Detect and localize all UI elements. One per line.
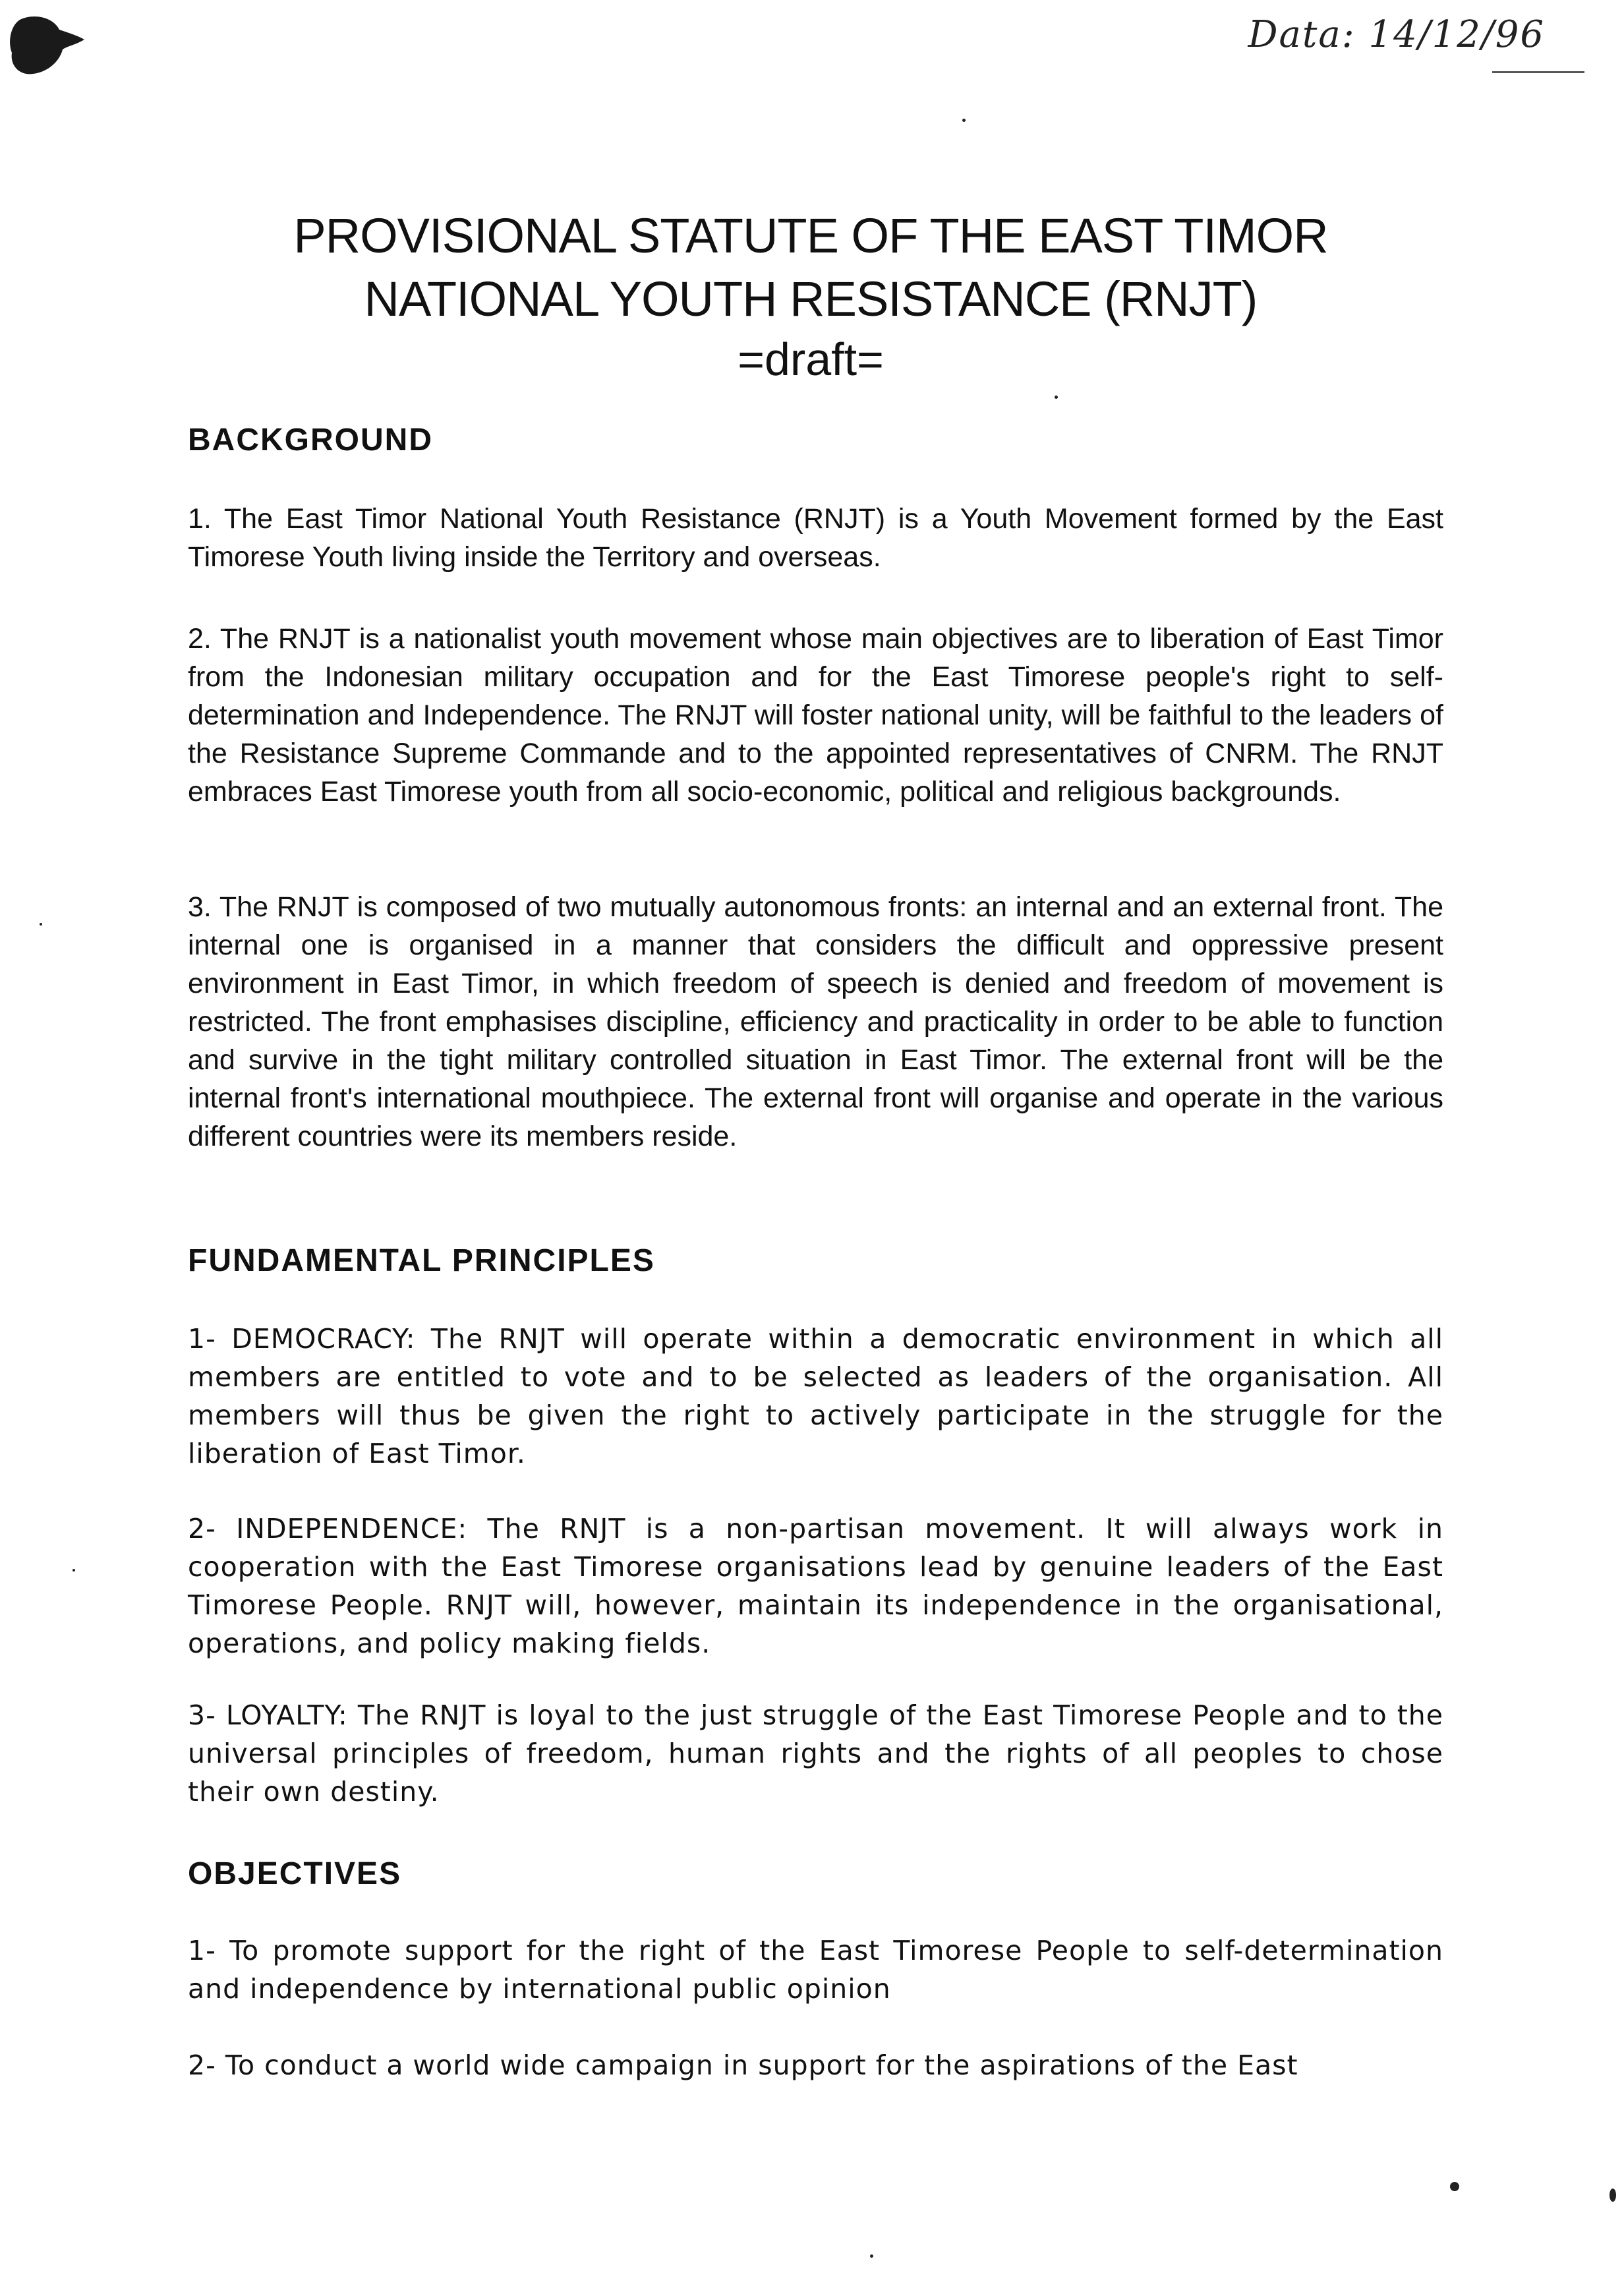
scan-speck (72, 1569, 75, 1572)
scan-speck (1610, 2189, 1616, 2202)
section-heading-fundamental-principles: FUNDAMENTAL PRINCIPLES (188, 1243, 655, 1278)
scan-speck (1055, 396, 1058, 399)
title-line-2: NATIONAL YOUTH RESISTANCE (RNJT) (364, 272, 1258, 326)
title-line-1: PROVISIONAL STATUTE OF THE EAST TIMOR (293, 208, 1328, 263)
ink-blot-mark (7, 13, 86, 79)
background-paragraph-3: 3. The RNJT is composed of two mutually autonomous fronts: an internal and an external front. The internal one is organised in a manner that considers the difficult and oppressive present environment in East Timor, in which freedom of speech is denied and freedom of movement is restricted. The front emphasises discipline, efficiency and practicality in order to be able to function and survive in the tight military controlled situation in East Timor. The external front will be the internal front's international mouthpiece. The external front will organise and operate in the various different countries were its members reside. (188, 891, 1443, 1152)
section-heading-background: BACKGROUND (188, 423, 433, 457)
scan-speck (40, 923, 42, 926)
objective-2: 2- To conduct a world wide campaign in support for the aspirations of the East (188, 2049, 1298, 2081)
scan-speck (1450, 2182, 1459, 2191)
objective-1: 1- To promote support for the right of the East Timorese People to self-determination and independence by international public opinion (188, 1935, 1443, 2005)
draft-label: =draft= (738, 334, 884, 385)
principle-independence: 2- INDEPENDENCE: The RNJT is a non-partisan movement. It will always work in cooperation with the East Timorese organisations lead by genuine leaders of the East Timorese People. RNJT will, however, maintain its independence in the organisational, operations, and policy making fields. (188, 1513, 1443, 1659)
background-paragraph-1: 1. The East Timor National Youth Resistance (RNJT) is a Youth Movement formed by the East Timorese Youth living inside the Territory and overseas. (188, 503, 1443, 573)
handwritten-date: Data: 14/12/96 (1248, 13, 1545, 56)
scan-speck (962, 119, 966, 122)
principle-democracy: 1- DEMOCRACY: The RNJT will operate within a democratic environment in which all members are entitled to vote and to be selected as leaders of the organisation. All members will thus be given the right to actively participate in the struggle for the liberation of East Timor. (188, 1323, 1443, 1469)
document-title (132, 204, 1490, 388)
date-underline (1492, 71, 1584, 73)
section-heading-objectives: OBJECTIVES (188, 1856, 402, 1891)
scan-speck (870, 2254, 873, 2258)
background-paragraph-2: 2. The RNJT is a nationalist youth movement whose main objectives are to liberation of East Timor from the Indonesian military occupation and for the East Timorese people's right to self-determination and Independence. The RNJT will foster national unity, will be faithful to the leaders of the Resistance Supreme Commande and to the appointed representatives of CNRM. The RNJT embraces East Timorese youth from all socio-economic, political and religious backgrounds. (188, 623, 1443, 808)
principle-loyalty: 3- LOYALTY: The RNJT is loyal to the just struggle of the East Timorese People and to the universal principles of freedom, human rights and the rights of all peoples to chose their own destiny. (188, 1699, 1443, 1808)
